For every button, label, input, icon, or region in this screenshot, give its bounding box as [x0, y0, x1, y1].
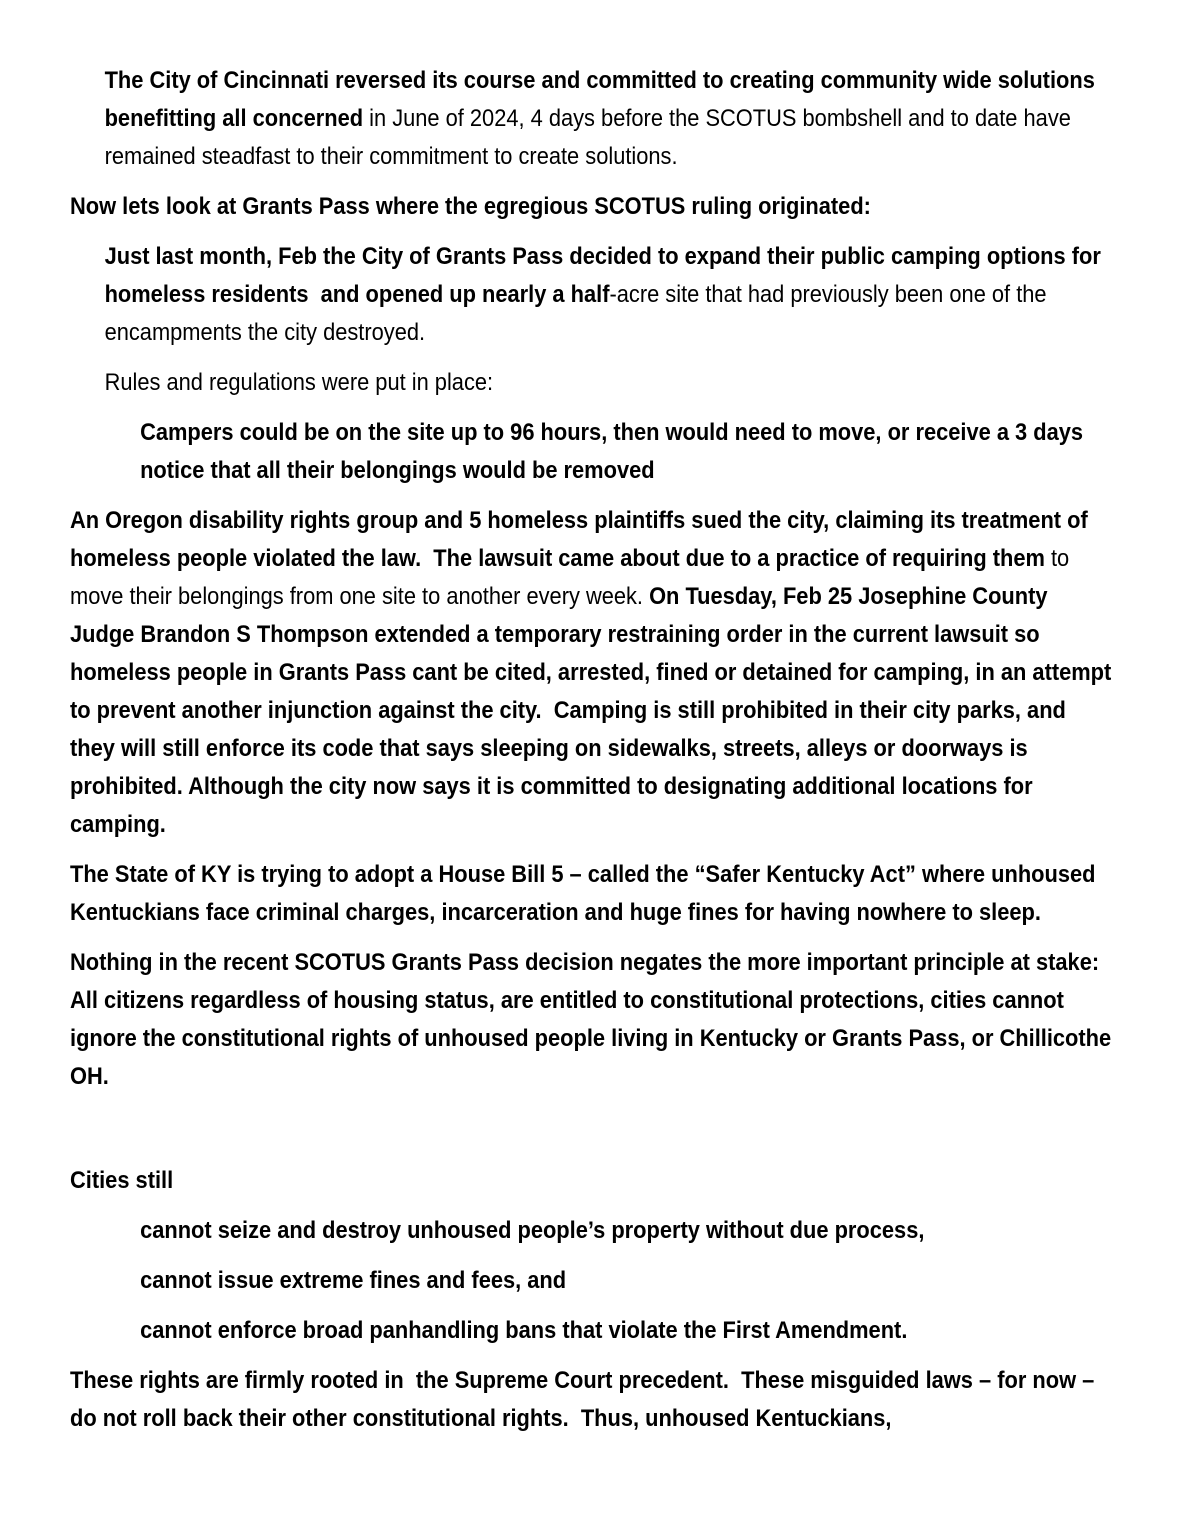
- text-run: Campers could be on the site up to 96 hours, then would need to move, or receive a 3 days notice that all their belongings would be removed: [140, 419, 1090, 484]
- text-run: cannot issue extreme fines and fees, and: [140, 1267, 567, 1294]
- text-run: in June of 2024, 4 days before the SCOTUS bombshell and to date have remained steadfast to their commitment to create solutions.: [104, 105, 1077, 170]
- text-run: These rights are firmly rooted in the Supreme Court precedent. These misguided laws – for now – do not roll back their other constitutional rights. Thus, unhoused Kentuckians,: [70, 1367, 1101, 1432]
- paragraph: [105, 364, 1117, 402]
- text-run: The State of KY is trying to adopt a House Bill 5 – called the “Safer Kentucky Act” where unhoused Kentuckians face criminal charges, incarceration and huge fines for having nowhere to sleep.: [70, 861, 1102, 926]
- paragraph: [140, 1312, 1116, 1350]
- paragraph: [105, 62, 1117, 176]
- text-run: -acre site that had previously been one of the encampments the city destroyed.: [104, 281, 1053, 346]
- paragraph: [70, 502, 1117, 844]
- text-run: On Tuesday, Feb 25 Josephine County Judge Brandon S Thompson extended a temporary restraining order in the current lawsuit so homeless people in Grants Pass cant be cited, arrested, fined or detained for camping, in an attempt to prevent another injunction against the city. Camping is still prohibited in their city parks, and they will still enforce its code that says sleeping on sidewalks, streets, alleys or doorways is prohibited. Although the city now says it is committed to designating additional locations for camping.: [70, 583, 1118, 838]
- blank-paragraph: [70, 1108, 1117, 1150]
- text-run: An Oregon disability rights group and 5 homeless plaintiffs sued the city, claiming its treatment of homeless people violated the law. The lawsuit came about due to a practice of requiring them: [70, 507, 1094, 572]
- text-run: Nothing in the recent SCOTUS Grants Pass decision negates the more important principle at stake: All citizens regardless of housing status, are entitled to constitutional protections, cities cannot ignore the constitutional rights of unhoused people living in Kentucky or Grants Pass, or Chillicothe OH.: [70, 949, 1118, 1090]
- paragraph: [70, 1362, 1117, 1438]
- paragraph: [70, 1162, 1117, 1200]
- paragraph: [140, 414, 1116, 490]
- paragraph: [140, 1212, 1116, 1250]
- paragraph: [70, 944, 1117, 1096]
- paragraph: [140, 1262, 1116, 1300]
- text-run: Cities still: [70, 1167, 174, 1194]
- text-run: Now lets look at Grants Pass where the egregious SCOTUS ruling originated:: [70, 193, 871, 220]
- text-run: cannot enforce broad panhandling bans that violate the First Amendment.: [140, 1317, 908, 1344]
- text-run: Just last month, Feb the City of Grants Pass decided to expand their public camping options for homeless residents and opened up nearly a half: [104, 243, 1107, 308]
- document-body: [70, 62, 1117, 1438]
- paragraph: [70, 188, 1117, 226]
- text-run: The City of Cincinnati reversed its course and committed to creating community wide solutions benefitting all concerned: [104, 67, 1101, 132]
- text-run: Rules and regulations were put in place:: [104, 369, 494, 396]
- text-run: cannot seize and destroy unhoused people’s property without due process,: [140, 1217, 925, 1244]
- text-run: to move their belongings from one site to another every week.: [70, 545, 1076, 610]
- paragraph: [70, 856, 1117, 932]
- paragraph: [105, 238, 1117, 352]
